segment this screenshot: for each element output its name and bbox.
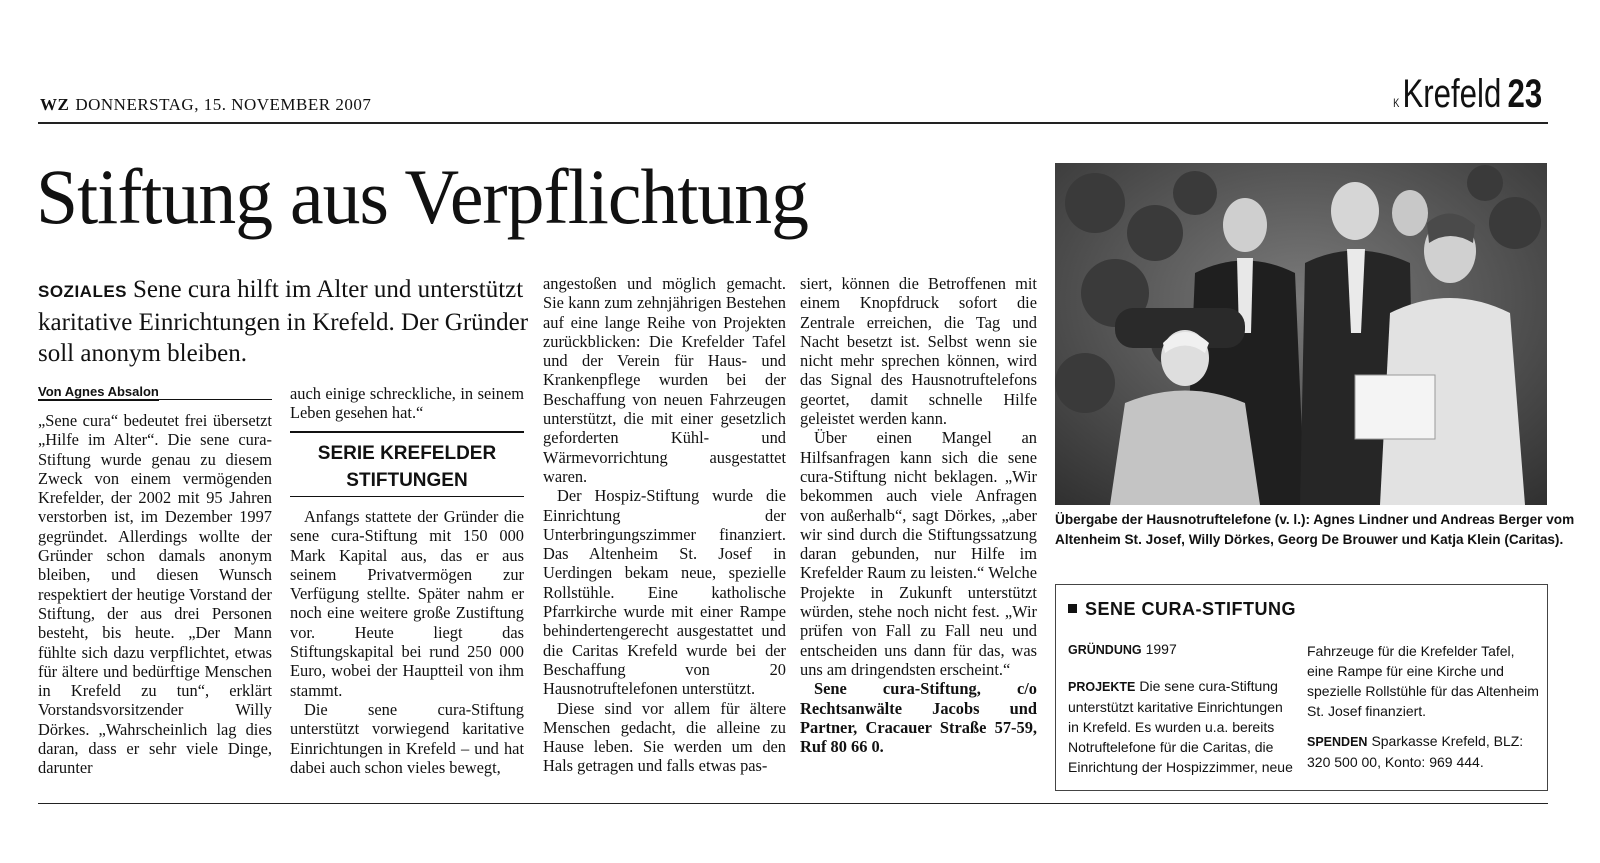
donations-text: Sparkasse Krefeld, BLZ: 320 500 00, Konto: 969 444. [1307, 733, 1524, 770]
donations-entry [1307, 731, 1539, 772]
column-3 [543, 274, 786, 776]
section-header [1393, 72, 1542, 117]
byline-rule [38, 399, 272, 400]
paragraph: Anfangs stattete der Gründer die sene cura-Stiftung mit 150 000 Mark Kapital aus, das er aus seinem Privatvermögen zur Verfügung stellte. Später nahm er noch eine weitere große Zustiftung vor. Heute liegt das Stiftungskapital bei rund 250 000 Euro, wobei der Hauptteil von ihm stammt. [290, 507, 524, 700]
masthead [40, 95, 371, 115]
info-box-title-text: SENE CURA-STIFTUNG [1085, 599, 1296, 619]
paragraph: Diese sind vor allem für ältere Menschen gedacht, die alleine zu Hause leben. Sie werden um den Hals getragen und falls etwas pas- [543, 698, 786, 776]
projects-text: Die sene cura-Stiftung unterstützt karitative Einrichtungen in Krefeld. Es wurden u.a. bereits Notruftelefone für die Caritas, die Einrichtung der Hospizzimmer, neue [1068, 678, 1293, 775]
paragraph: Über einen Mangel an Hilfsanfragen kann sich die sene cura-Stiftung nicht beklagen. „Wir bekommen auch viele Anfragen von außerhalb“, sagt Dörkes, „aber wir sind durch die Stiftungssatzung daran gebunden, nur Hilfe im Krefelder Raum zu leisten.“ Welche Projekte in Zukunft unterstützt würden, stehe noch nicht fest. „Wir prüfen von Fall zu Fall neu und entscheiden uns dann für das, was uns am dringendsten erscheint.“ [800, 428, 1037, 679]
info-box [1055, 584, 1548, 791]
projects-entry [1068, 676, 1293, 777]
deck-text: Sene cura hilft im Alter und unterstützt karitative Einrichtungen in Krefeld. Der Gründer soll anonym bleiben. [38, 276, 529, 367]
column-2 [290, 384, 524, 423]
paragraph: Die sene cura-Stiftung unterstützt vorwiegend karitative Einrichtungen in Krefeld – und hat dabei auch schon vieles bewegt, [290, 699, 524, 777]
photo-caption [1055, 510, 1575, 550]
issue-date: DONNERSTAG, 15. NOVEMBER 2007 [75, 95, 372, 114]
paragraph: angestoßen und möglich gemacht. Sie kann zum zehnjährigen Bestehen auf eine lange Reihe von Projekten zurückblicken: Die Krefelder Tafel und der Verein für Haus- und Krankenpflege wurden bei der Beschaffung von neuen Fahrzeugen unterstützt, die mit einer gesetzlich geforderten Kühl- und Wärmevorrichtung ausgestattet waren. [543, 274, 786, 486]
paragraph: „Sene cura“ bedeutet frei übersetzt „Hilfe im Alter“. Die sene cura-Stiftung wurde genau zu diesem Zweck von einem vermögenden Krefelder, der 2002 mit 95 Jahren verstorben ist, im Dezember 1997 gegründet. Allerdings wollte der Gründer schon damals anonym bleiben, und diesen Wunsch respektiert der heutige Vorstand der Stiftung, der aus drei Personen besteht, bis heute. „Der Mann fühlte sich dazu verpflichtet, etwas für ältere und bedürftige Menschen in Krefeld zu tun“, erklärt Vorstandsvorsitzender Willy Dörkes. „Wahrscheinlich lag dies daran, dass er sehr viele Dinge, darunter [38, 411, 272, 778]
top-rule [38, 122, 1548, 124]
byline-wrap [38, 381, 159, 400]
paragraph: Der Hospiz-Stiftung wurde die Einrichtung der Unterbringungszimmer finanziert. Das Altenheim St. Josef in Uerdingen bekam neue, spezielle Rollstühle. Eine katholische Pfarrkirche wurde mit einer Rampe behindertengerecht ausgestattet und die Caritas Krefeld wurde bei der Beschaffung von 20 Hausnotruftelefonen unterstützt. [543, 486, 786, 699]
caption-line: Übergabe der Hausnotruftelefone (v. l.): Agnes Lindner und Andreas Berger vom [1055, 512, 1575, 527]
caption-line: Altenheim St. Josef, Willy Dörkes, Georg De Brouwer und Katja Klein (Caritas). [1055, 532, 1564, 547]
column-1 [38, 411, 272, 778]
paragraph: auch einige schreckliche, in seinem Leben gesehen hat.“ [290, 384, 524, 423]
info-box-title [1068, 599, 1296, 619]
group-photo [1055, 163, 1547, 505]
founding-entry [1068, 639, 1293, 660]
donations-label: SPENDEN [1307, 735, 1368, 749]
paragraph: siert, können die Betroffenen mit einem Knopfdruck sofort die Zentrale erreichen, die Tag und Nacht besetzt ist. Selbst wenn sie nicht mehr sprechen können, wird das Signal des Hausnotruftelefons geortet, damit schnelle Hilfe geleistet werden kann. [800, 274, 1037, 429]
column-4 [800, 274, 1037, 756]
bottom-rule [38, 803, 1548, 804]
info-box-left [1068, 639, 1293, 777]
founding-label: GRÜNDUNG [1068, 643, 1142, 657]
kicker: SOZIALES [38, 282, 128, 301]
deck [38, 274, 538, 369]
projects-label: PROJEKTE [1068, 680, 1136, 694]
page-number: 23 [1507, 72, 1542, 116]
paper-name: WZ [40, 95, 70, 114]
headline: Stiftung aus Verpflichtung [36, 153, 808, 240]
series-label: SERIE KREFELDER STIFTUNGEN [290, 431, 524, 494]
section-name: Krefeld [1402, 72, 1502, 116]
bullet-square-icon [1068, 604, 1077, 613]
column-2-body [290, 507, 524, 777]
founding-value: 1997 [1145, 641, 1177, 657]
info-box-right [1307, 641, 1539, 772]
contact-info: Sene cura-Stiftung, c/o Rechtsanwälte Jacobs und Partner, Cracauer Straße 57-59, Ruf 80 66 0. [800, 679, 1037, 757]
series-rule [290, 496, 524, 497]
byline: Von Agnes Absalon [38, 384, 159, 399]
photo-illustration [1055, 163, 1547, 505]
section-mark: K [1392, 96, 1400, 110]
projects-continued: Fahrzeuge für die Krefelder Tafel, eine Rampe für eine Kirche und spezielle Rollstühle für das Altenheim St. Josef finanziert. [1307, 643, 1539, 719]
